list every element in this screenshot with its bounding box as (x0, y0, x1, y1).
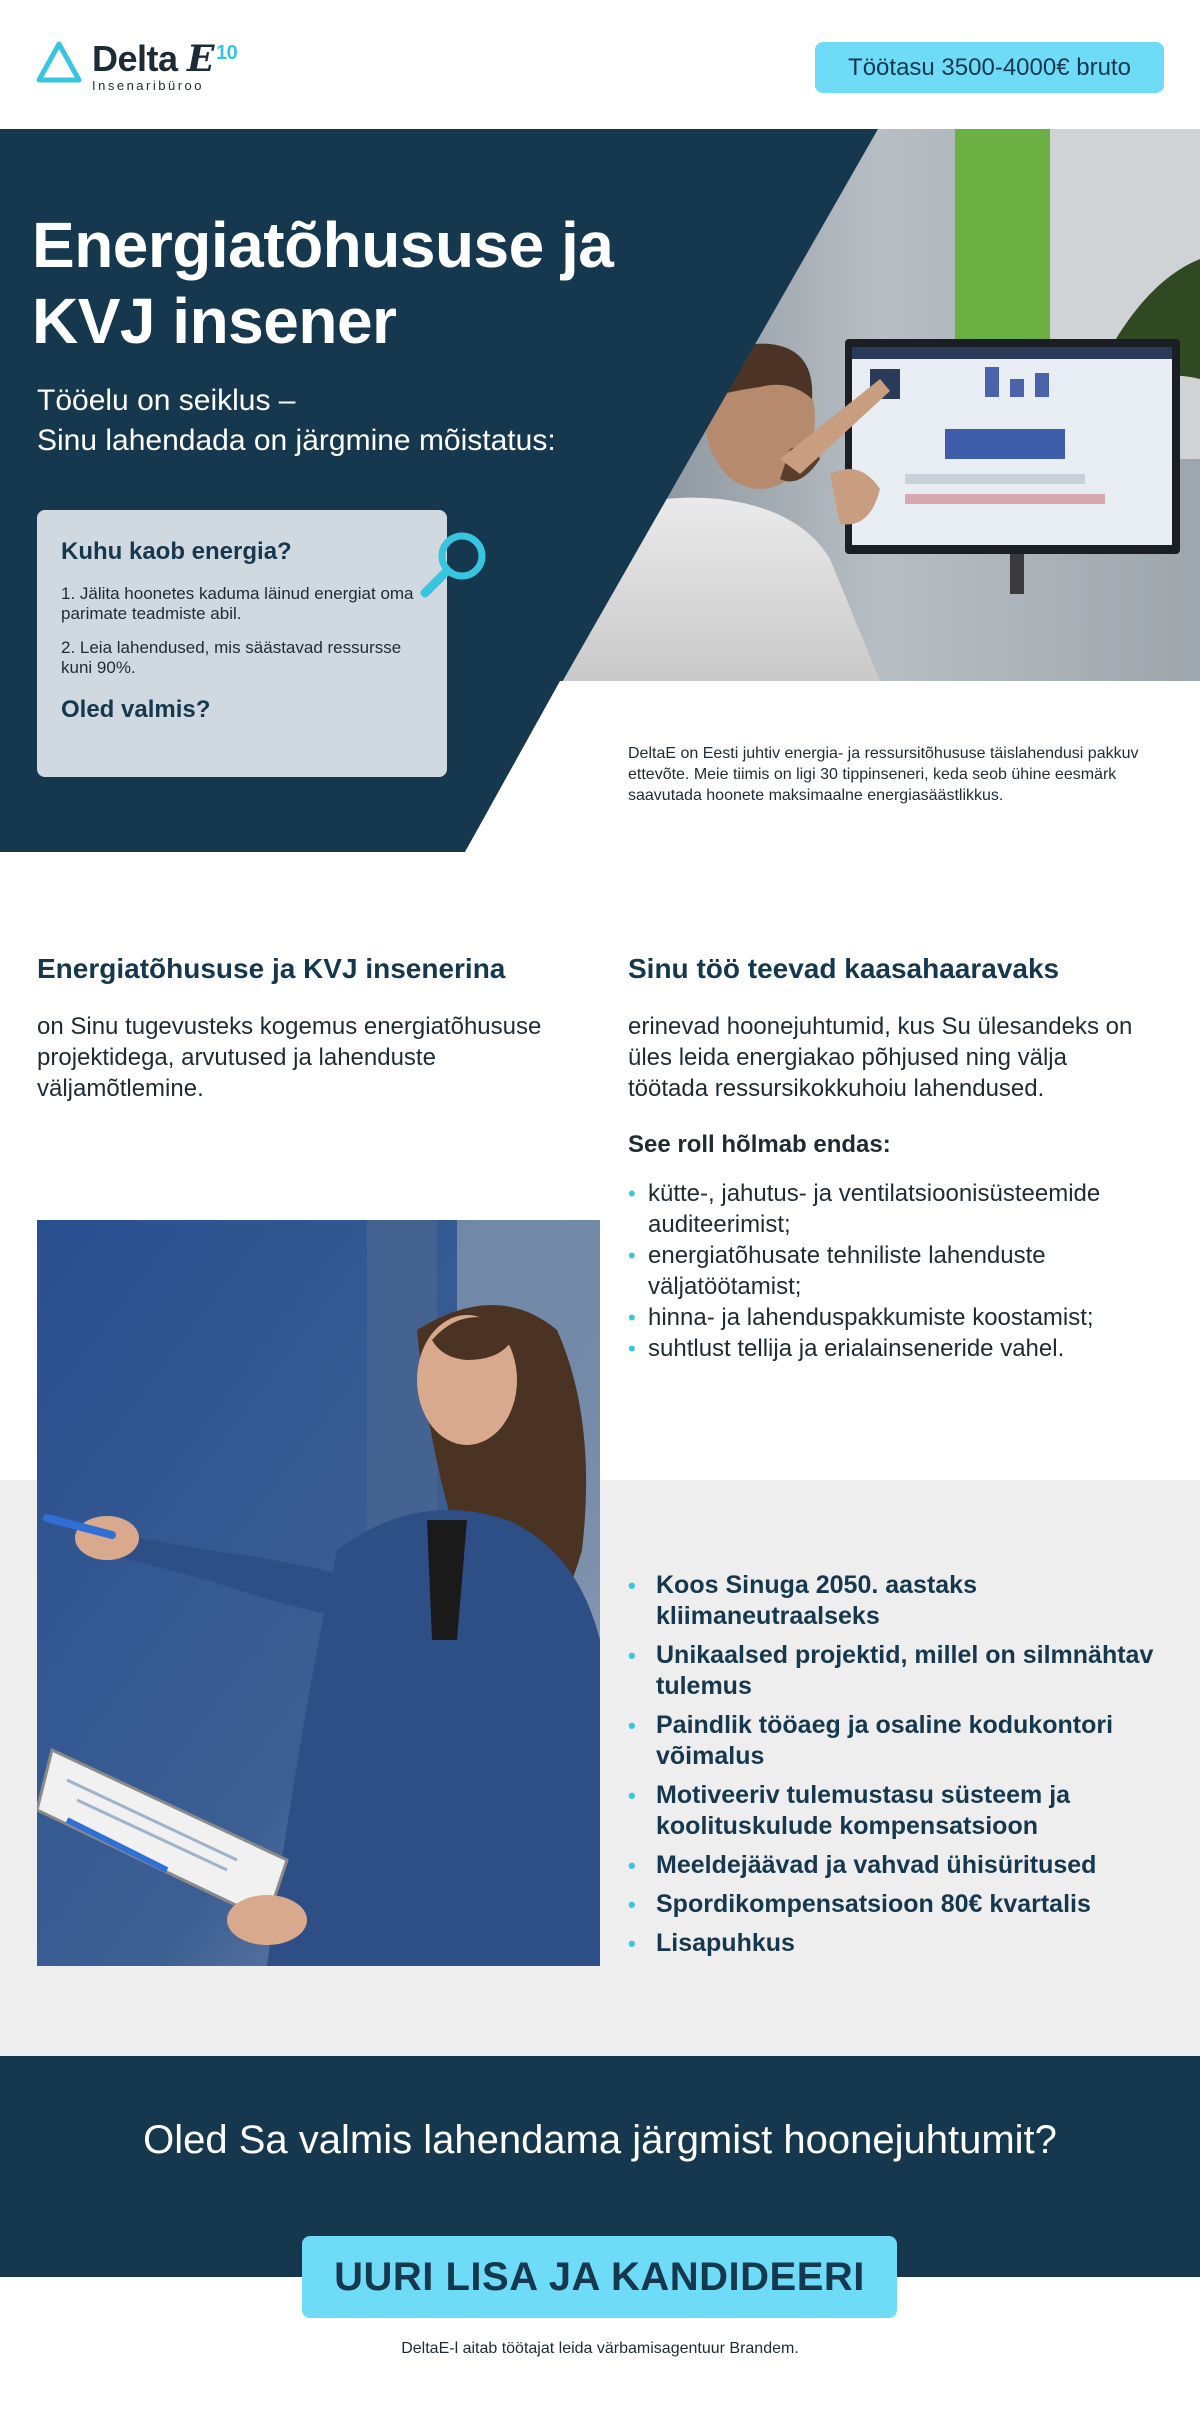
left-column-title: Energiatõhususe ja KVJ insenerina (37, 953, 506, 984)
company-description: DeltaE on Eesti juhtiv energia- ja ressursitõhususe täislahendusi pakkuv ettevõte. Meie tiimis on ligi 30 tippinseneri, keda seob ühine eesmärk saavutada hoonete maksimaalne energiasäästlikkus. (628, 745, 1139, 804)
list-item: • Motiveeriv tulemustasu süsteem ja koolituskulude kompensatsioon (628, 1780, 1188, 1842)
riddle-item: 2. Leia lahendused, mis säästavad ressursse kuni 90%. (61, 638, 402, 677)
riddle-card (37, 510, 447, 777)
engineer-photo (37, 1220, 600, 1966)
logo-wordmark: Delta E $^{10}$ (92, 38, 238, 80)
list-item: • Lisapuhkus (628, 1928, 1188, 1959)
apply-button[interactable]: UURI LISA JA KANDIDEERI (302, 2236, 897, 2318)
list-item: • suhtlust tellija ja erialainseneride vahel. (628, 1333, 1188, 1364)
left-column-text: on Sinu tugevusteks kogemus energiatõhususe projektidega, arvutused ja lahenduste väljamõtlemine. (37, 1013, 542, 1102)
right-column-title: Sinu töö teevad kaasahaaravaks (628, 953, 1060, 984)
salary-badge[interactable]: Töötasu 3500-4000€ bruto (815, 42, 1164, 93)
list-item: • hinna- ja lahenduspakkumiste koostamist; (628, 1302, 1188, 1333)
cta-title: Oled Sa valmis lahendama järgmist hoonejuhtumit? (143, 2118, 1057, 2162)
role-list (628, 1178, 1188, 1364)
page-title: Energiatõhususe ja KVJ insener (32, 209, 614, 357)
list-item: • Paindlik tööaeg ja osaline kodukontori võimalus (628, 1710, 1188, 1772)
hero-subtitle-line-2: Sinu lahendada on järgmine mõistatus: (37, 424, 556, 457)
hero-subtitle-line-1: Tööelu on seiklus – (37, 384, 296, 417)
list-item: • Spordikompensatsioon 80€ kvartalis (628, 1889, 1188, 1920)
footer-note: DeltaE-l aitab töötajat leida värbamisagentuur Brandem. (401, 2340, 799, 2357)
right-column-text: erinevad hoonejuhtumid, kus Su ülesandeks on üles leida energiakao põhjused ning välja töötada ressursikokkuhoiu lahendused. (628, 1013, 1133, 1102)
list-item: • energiatõhusate tehniliste lahenduste väljatöötamist; (628, 1240, 1188, 1302)
riddle-title: Kuhu kaob energia? (61, 538, 292, 565)
riddle-item: 1. Jälita hoonetes kaduma läinud energiat oma parimate teadmiste abil. (61, 584, 414, 623)
company-logo[interactable] (36, 40, 237, 93)
benefits-list (628, 1570, 1188, 1967)
list-item: • kütte-, jahutus- ja ventilatsioonisüsteemide auditeerimist; (628, 1178, 1188, 1240)
delta-triangle-logo-icon (36, 40, 82, 84)
hero-subtitle (37, 381, 657, 461)
list-item: • Koos Sinuga 2050. aastaks kliimaneutraalseks (628, 1570, 1188, 1632)
logo-subtitle: Insenaribüroo (92, 78, 204, 93)
hero-section (0, 129, 1200, 852)
list-item: • Unikaalsed projektid, millel on silmnähtav tulemus (628, 1640, 1188, 1702)
riddle-ready: Oled valmis? (61, 696, 211, 723)
list-item: • Meeldejäävad ja vahvad ühisüritused (628, 1850, 1188, 1881)
header (0, 0, 1200, 129)
role-title: See roll hõlmab endas: (628, 1131, 891, 1158)
magnifier-icon (418, 529, 490, 601)
